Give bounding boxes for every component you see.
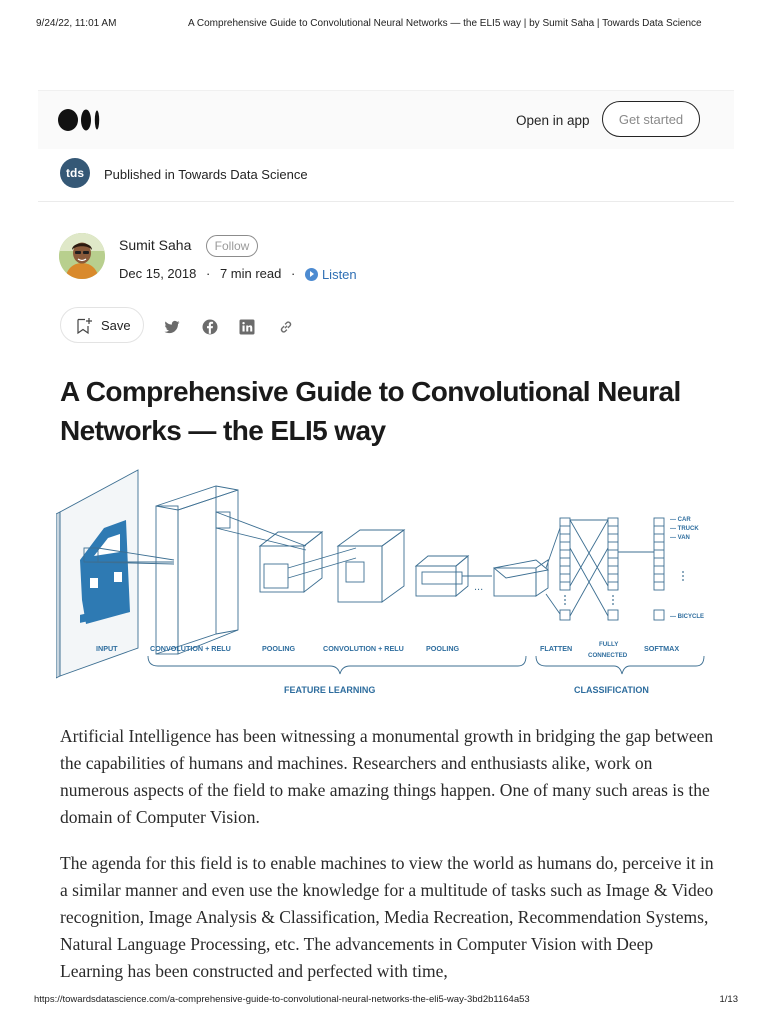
print-footer bbox=[34, 994, 738, 1008]
conv1-block bbox=[156, 486, 238, 654]
publication-name[interactable]: Published in Towards Data Science bbox=[104, 167, 308, 182]
follow-button[interactable]: Follow bbox=[206, 235, 258, 257]
article-meta bbox=[119, 265, 357, 282]
ellipsis-label: ... bbox=[474, 581, 484, 593]
article-title: A Comprehensive Guide to Convolutional Neural Networks — the ELI5 way bbox=[60, 376, 681, 446]
print-url: https://towardsdatascience.com/a-comprehensive-guide-to-convolutional-neural-networks-the-eli5-way-3bd2b1164a53 bbox=[34, 994, 530, 1005]
linkedin-icon[interactable] bbox=[238, 318, 256, 336]
meta-separator: · bbox=[205, 266, 211, 282]
get-started-button[interactable]: Get started bbox=[602, 101, 700, 137]
label-pool2: POOLING bbox=[426, 644, 460, 653]
publish-date: Dec 15, 2018 bbox=[119, 266, 197, 282]
bookmark-add-icon bbox=[75, 317, 93, 335]
label-conv2: CONVOLUTION + RELU bbox=[323, 644, 404, 653]
listen-button[interactable] bbox=[305, 266, 357, 282]
save-label: Save bbox=[101, 318, 131, 333]
feature-learning-brace bbox=[148, 656, 526, 674]
avatar[interactable] bbox=[59, 233, 105, 279]
facebook-icon[interactable] bbox=[201, 318, 219, 336]
label-van: — VAN bbox=[670, 535, 690, 541]
label-bicycle: — BICYCLE bbox=[670, 614, 705, 620]
label-feature-learning: FEATURE LEARNING bbox=[284, 685, 376, 695]
print-doc-title: A Comprehensive Guide to Convolutional Neural Networks — the ELI5 way | by Sumit Saha | Towards Data Science bbox=[188, 18, 702, 29]
twitter-icon[interactable] bbox=[163, 318, 181, 336]
read-time: 7 min read bbox=[219, 266, 282, 282]
publication-logo[interactable]: tds bbox=[60, 158, 90, 188]
label-flatten: FLATTEN bbox=[540, 644, 573, 653]
meta-separator: · bbox=[290, 266, 296, 282]
label-pool1: POOLING bbox=[262, 644, 296, 653]
label-connected: CONNECTED bbox=[588, 652, 628, 659]
save-button[interactable] bbox=[60, 307, 144, 343]
play-icon bbox=[305, 268, 318, 281]
listen-label: Listen bbox=[321, 266, 357, 282]
page-number: 1/13 bbox=[719, 994, 738, 1005]
label-input: INPUT bbox=[96, 644, 118, 653]
link-icon[interactable] bbox=[277, 318, 295, 336]
author-name[interactable]: Sumit Saha bbox=[119, 237, 192, 253]
label-truck: — TRUCK bbox=[670, 526, 699, 532]
article-paragraph: The agenda for this field is to enable machines to view the world as humans do, perceive it in a similar manner and even use the knowledge for a multitude of tasks such as Image & Video recognition, Image Analysis & Classification, Media Recreation, Recommendation Systems, Natural Language Processing, etc. The advancements in Computer Vision with Deep Learning has been constructed and perfected with time, bbox=[60, 853, 714, 981]
flatten-block bbox=[494, 560, 548, 596]
medium-logo-icon[interactable] bbox=[58, 109, 102, 131]
pool2-block bbox=[416, 556, 468, 596]
cnn-architecture-figure bbox=[56, 468, 720, 704]
divider bbox=[38, 201, 734, 202]
label-classification: CLASSIFICATION bbox=[574, 685, 649, 695]
print-datetime: 9/24/22, 11:01 AM bbox=[36, 18, 117, 29]
top-navbar bbox=[38, 90, 734, 149]
label-car: — CAR bbox=[670, 517, 691, 523]
print-header bbox=[36, 18, 732, 32]
open-in-app-link[interactable]: Open in app bbox=[516, 113, 590, 128]
label-fully: FULLY bbox=[599, 641, 619, 648]
article-paragraph: Artificial Intelligence has been witnessing a monumental growth in bridging the gap between the capabilities of humans and machines. Researchers and enthusiasts alike, work on numerous aspects of the field to make amazing things happen. One of many such areas is the domain of Computer Vision. bbox=[60, 726, 714, 827]
label-conv1: CONVOLUTION + RELU bbox=[150, 644, 231, 653]
label-softmax: SOFTMAX bbox=[644, 644, 680, 653]
conv2-block bbox=[338, 530, 404, 602]
softmax-column bbox=[654, 518, 664, 620]
